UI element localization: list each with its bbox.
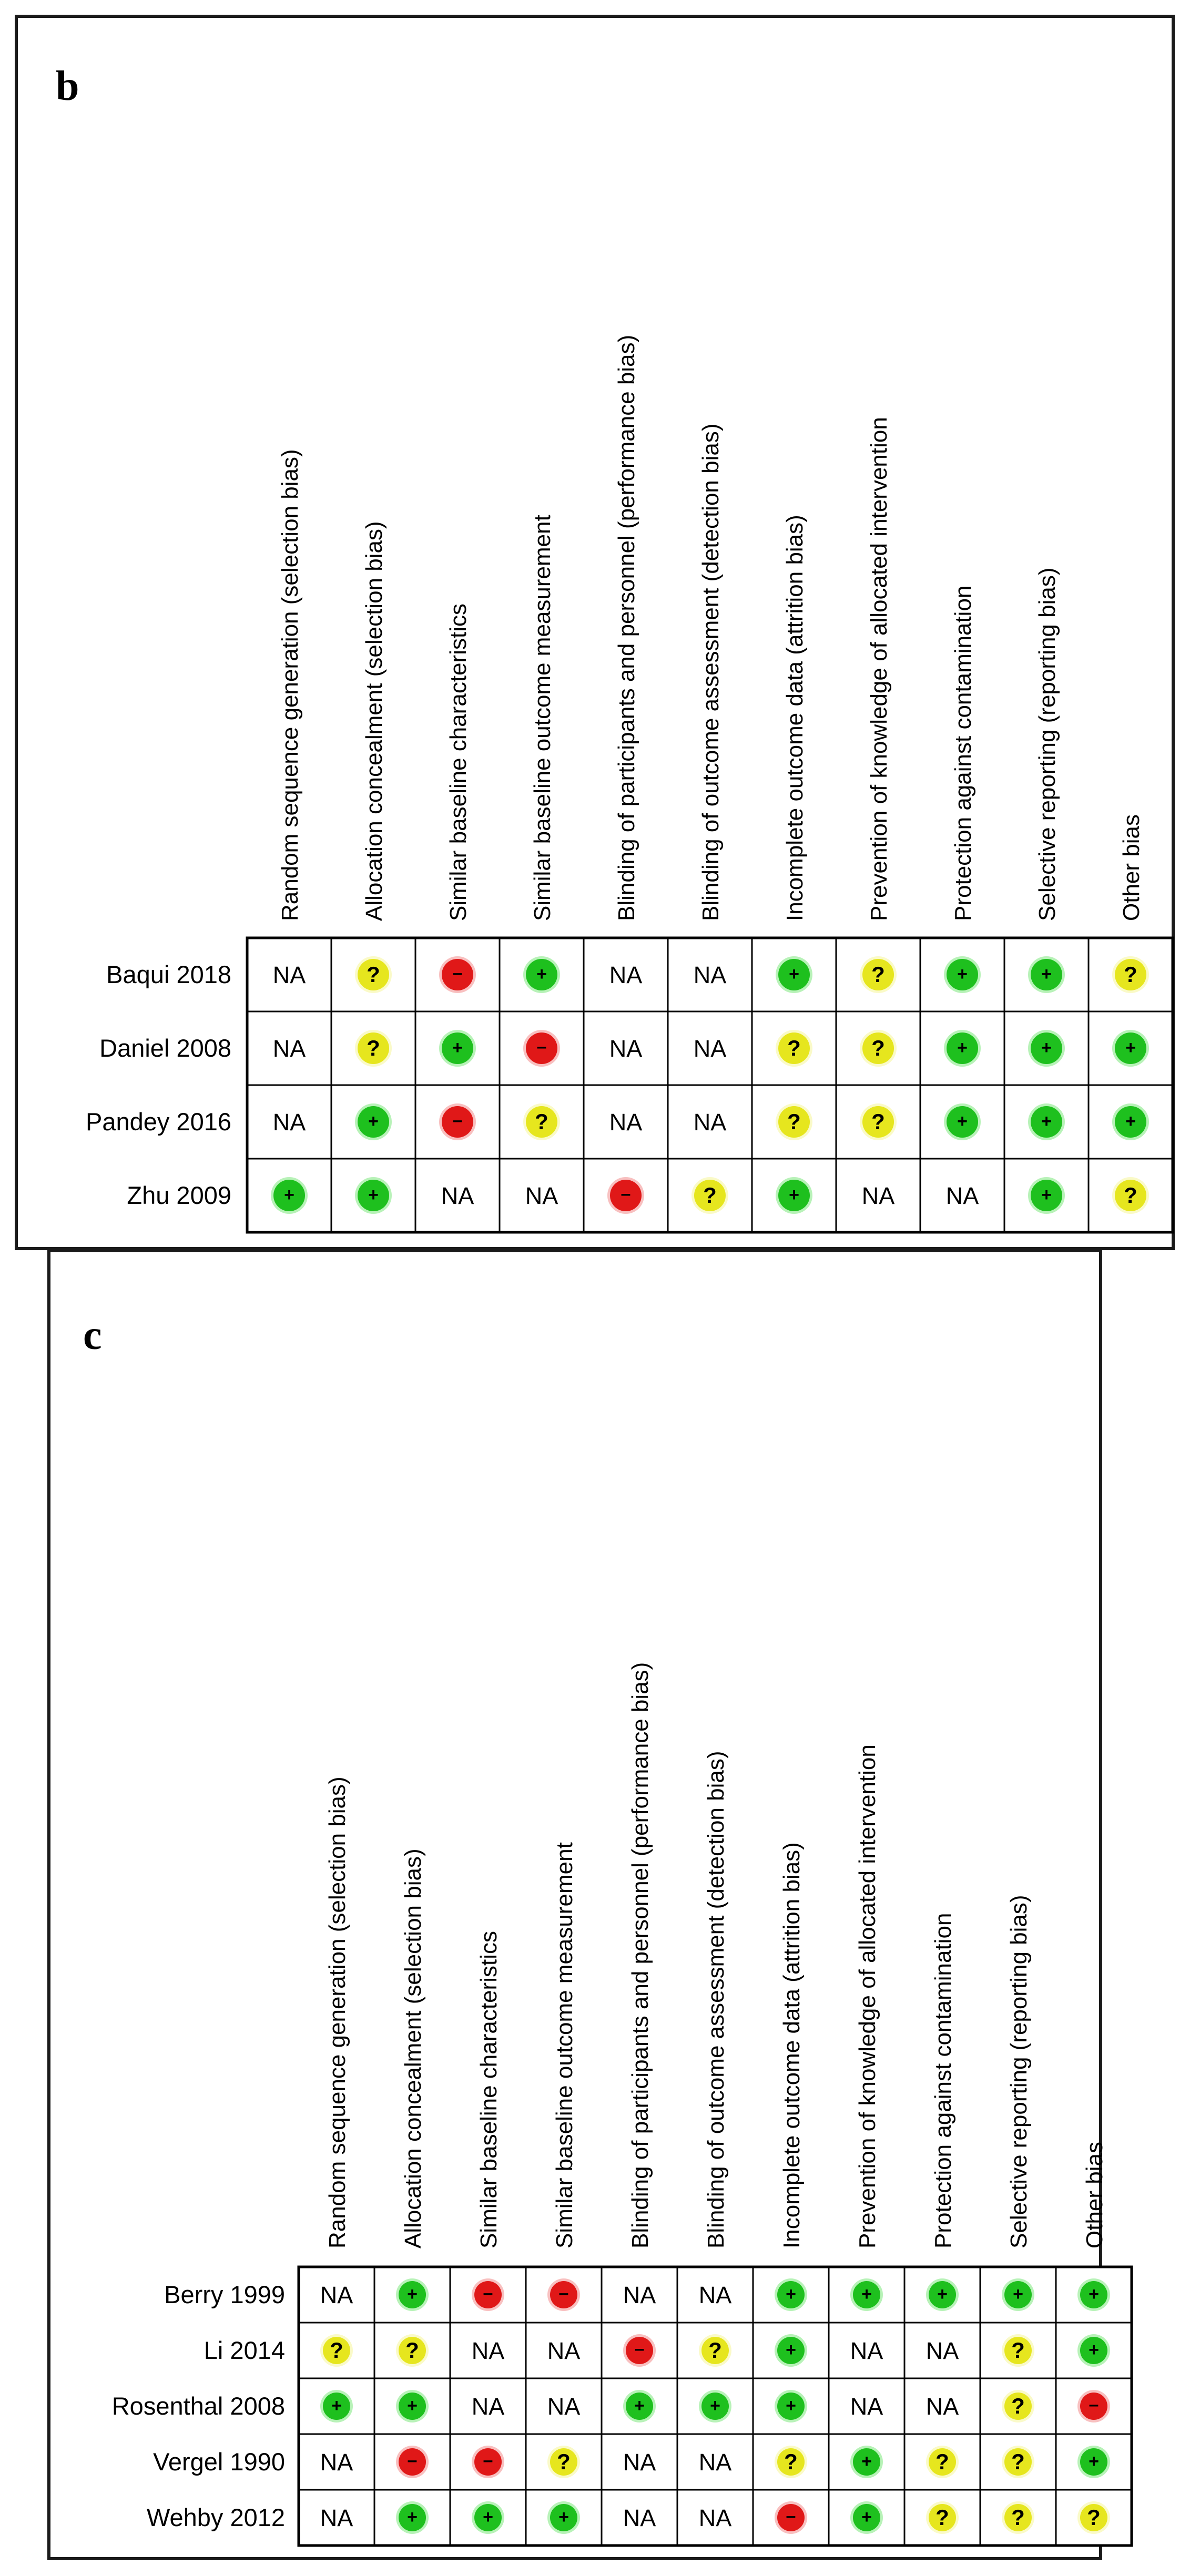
na-label: NA xyxy=(693,962,727,988)
low-risk-symbol: + xyxy=(536,964,547,984)
column-header: Blinding of participants and personnel (performance bias) xyxy=(627,1662,653,2248)
unclear-risk-symbol: ? xyxy=(787,1036,801,1060)
na-label: NA xyxy=(471,2337,505,2364)
na-label: NA xyxy=(698,2505,732,2531)
study-label: Rosenthal 2008 xyxy=(111,2392,285,2420)
unclear-risk-symbol: ? xyxy=(708,2338,722,2363)
na-label: NA xyxy=(945,1182,979,1209)
na-label: NA xyxy=(623,2449,656,2476)
low-risk-symbol: + xyxy=(368,1111,379,1131)
low-risk-symbol: + xyxy=(1125,1038,1136,1058)
unclear-risk-symbol: ? xyxy=(367,1036,380,1060)
panel-b xyxy=(15,15,1175,1250)
unclear-risk-symbol: ? xyxy=(1087,2505,1101,2530)
study-label: Daniel 2008 xyxy=(99,1034,231,1062)
panel-c xyxy=(47,1249,1107,2560)
low-risk-symbol: + xyxy=(937,2284,948,2304)
study-label: Wehby 2012 xyxy=(146,2503,285,2531)
na-label: NA xyxy=(693,1109,727,1136)
low-risk-symbol: + xyxy=(710,2396,720,2416)
high-risk-symbol: – xyxy=(558,2283,569,2303)
na-label: NA xyxy=(698,2282,732,2308)
high-risk-symbol: – xyxy=(634,2339,645,2359)
high-risk-symbol: – xyxy=(407,2450,418,2470)
study-label: Berry 1999 xyxy=(164,2281,285,2308)
unclear-risk-symbol: ? xyxy=(1124,1183,1137,1208)
na-label: NA xyxy=(698,2449,732,2476)
low-risk-symbol: + xyxy=(368,1185,379,1205)
low-risk-symbol: + xyxy=(1041,1111,1052,1131)
high-risk-symbol: – xyxy=(536,1037,547,1057)
unclear-risk-symbol: ? xyxy=(787,1109,801,1134)
unclear-risk-symbol: ? xyxy=(1011,2505,1025,2530)
unclear-risk-symbol: ? xyxy=(367,962,380,987)
na-label: NA xyxy=(320,2449,353,2476)
low-risk-symbol: + xyxy=(957,1111,968,1131)
high-risk-symbol: – xyxy=(786,2506,796,2526)
low-risk-symbol: + xyxy=(1041,1185,1052,1205)
unclear-risk-symbol: ? xyxy=(557,2449,571,2474)
column-header: Similar baseline characteristics xyxy=(476,1931,502,2248)
unclear-risk-symbol: ? xyxy=(935,2449,949,2474)
low-risk-symbol: + xyxy=(407,2396,418,2416)
column-header: Blinding of outcome assessment (detection bias) xyxy=(703,1751,729,2248)
na-label: NA xyxy=(693,1035,727,1062)
column-header: Incomplete outcome data (attrition bias) xyxy=(782,515,808,921)
column-header: Similar baseline characteristics xyxy=(445,604,471,921)
na-label: NA xyxy=(926,2393,959,2420)
column-header: Blinding of participants and personnel (performance bias) xyxy=(614,334,639,921)
unclear-risk-symbol: ? xyxy=(871,962,885,987)
low-risk-symbol: + xyxy=(957,964,968,984)
low-risk-symbol: + xyxy=(789,1185,799,1205)
column-header: Selective reporting (reporting bias) xyxy=(1034,567,1060,921)
na-label: NA xyxy=(547,2393,581,2420)
unclear-risk-symbol: ? xyxy=(1011,2449,1025,2474)
na-label: NA xyxy=(547,2337,581,2364)
study-label: Li 2014 xyxy=(204,2336,285,2364)
na-label: NA xyxy=(441,1182,474,1209)
low-risk-symbol: + xyxy=(407,2507,418,2527)
column-header: Random sequence generation (selection bias) xyxy=(277,449,303,921)
na-label: NA xyxy=(623,2505,656,2531)
na-label: NA xyxy=(471,2393,505,2420)
unclear-risk-symbol: ? xyxy=(405,2338,419,2363)
high-risk-symbol: – xyxy=(452,1110,463,1130)
low-risk-symbol: + xyxy=(1089,2451,1099,2471)
risk-of-bias-table-c xyxy=(50,1252,1107,2557)
study-label: Pandey 2016 xyxy=(85,1108,231,1136)
column-header: Blinding of outcome assessment (detection bias) xyxy=(698,423,724,921)
column-header: Other bias xyxy=(1082,2142,1107,2248)
unclear-risk-symbol: ? xyxy=(871,1036,885,1060)
unclear-risk-symbol: ? xyxy=(703,1183,717,1208)
high-risk-symbol: – xyxy=(483,2283,493,2303)
low-risk-symbol: + xyxy=(861,2451,872,2471)
low-risk-symbol: + xyxy=(284,1185,294,1205)
low-risk-symbol: + xyxy=(452,1038,463,1058)
low-risk-symbol: + xyxy=(634,2396,645,2416)
risk-of-bias-table-b xyxy=(18,18,1172,1247)
low-risk-symbol: + xyxy=(1089,2284,1099,2304)
na-label: NA xyxy=(850,2337,883,2364)
na-label: NA xyxy=(926,2337,959,2364)
column-header: Prevention of knowledge of allocated intervention xyxy=(866,417,892,921)
high-risk-symbol: – xyxy=(621,1184,631,1204)
na-label: NA xyxy=(850,2393,883,2420)
low-risk-symbol: + xyxy=(407,2284,418,2304)
high-risk-symbol: – xyxy=(452,963,463,983)
unclear-risk-symbol: ? xyxy=(784,2449,798,2474)
unclear-risk-symbol: ? xyxy=(535,1109,548,1134)
study-label: Zhu 2009 xyxy=(127,1181,231,1209)
low-risk-symbol: + xyxy=(1041,1038,1052,1058)
column-header: Selective reporting (reporting bias) xyxy=(1006,1895,1032,2248)
column-header: Prevention of knowledge of allocated intervention xyxy=(855,1744,880,2248)
unclear-risk-symbol: ? xyxy=(871,1109,885,1134)
study-label: Baqui 2018 xyxy=(106,960,231,988)
na-label: NA xyxy=(623,2282,656,2308)
column-header: Protection against contamination xyxy=(950,585,976,921)
low-risk-symbol: + xyxy=(1041,964,1052,984)
low-risk-symbol: + xyxy=(861,2284,872,2304)
na-label: NA xyxy=(609,1035,643,1062)
low-risk-symbol: + xyxy=(789,964,799,984)
panel-c-letter: c xyxy=(83,1312,102,1358)
panel-b-letter: b xyxy=(56,63,79,109)
unclear-risk-symbol: ? xyxy=(330,2338,343,2363)
na-label: NA xyxy=(272,1109,306,1136)
high-risk-symbol: – xyxy=(1089,2395,1099,2415)
low-risk-symbol: + xyxy=(957,1038,968,1058)
study-label: Vergel 1990 xyxy=(153,2448,285,2476)
column-header: Similar baseline outcome measurement xyxy=(552,1842,577,2248)
low-risk-symbol: + xyxy=(786,2340,796,2360)
unclear-risk-symbol: ? xyxy=(1011,2394,1025,2418)
unclear-risk-symbol: ? xyxy=(1011,2338,1025,2363)
na-label: NA xyxy=(609,1109,643,1136)
na-label: NA xyxy=(272,962,306,988)
na-label: NA xyxy=(320,2282,353,2308)
low-risk-symbol: + xyxy=(331,2396,342,2416)
low-risk-symbol: + xyxy=(786,2396,796,2416)
column-header: Other bias xyxy=(1118,814,1144,921)
column-header: Random sequence generation (selection bias) xyxy=(324,1776,350,2248)
column-header: Allocation concealment (selection bias) xyxy=(361,521,387,921)
unclear-risk-symbol: ? xyxy=(935,2505,949,2530)
low-risk-symbol: + xyxy=(861,2507,872,2527)
column-header: Protection against contamination xyxy=(930,1913,956,2248)
na-label: NA xyxy=(272,1035,306,1062)
low-risk-symbol: + xyxy=(786,2284,796,2304)
na-label: NA xyxy=(320,2505,353,2531)
low-risk-symbol: + xyxy=(1013,2284,1023,2304)
low-risk-symbol: + xyxy=(1125,1111,1136,1131)
na-label: NA xyxy=(609,962,643,988)
low-risk-symbol: + xyxy=(558,2507,569,2527)
unclear-risk-symbol: ? xyxy=(1124,962,1137,987)
na-label: NA xyxy=(525,1182,558,1209)
low-risk-symbol: + xyxy=(483,2507,493,2527)
low-risk-symbol: + xyxy=(1089,2340,1099,2360)
column-header: Allocation concealment (selection bias) xyxy=(400,1848,426,2248)
na-label: NA xyxy=(861,1182,895,1209)
column-header: Incomplete outcome data (attrition bias) xyxy=(779,1842,805,2248)
high-risk-symbol: – xyxy=(483,2450,493,2470)
column-header: Similar baseline outcome measurement xyxy=(530,515,555,921)
